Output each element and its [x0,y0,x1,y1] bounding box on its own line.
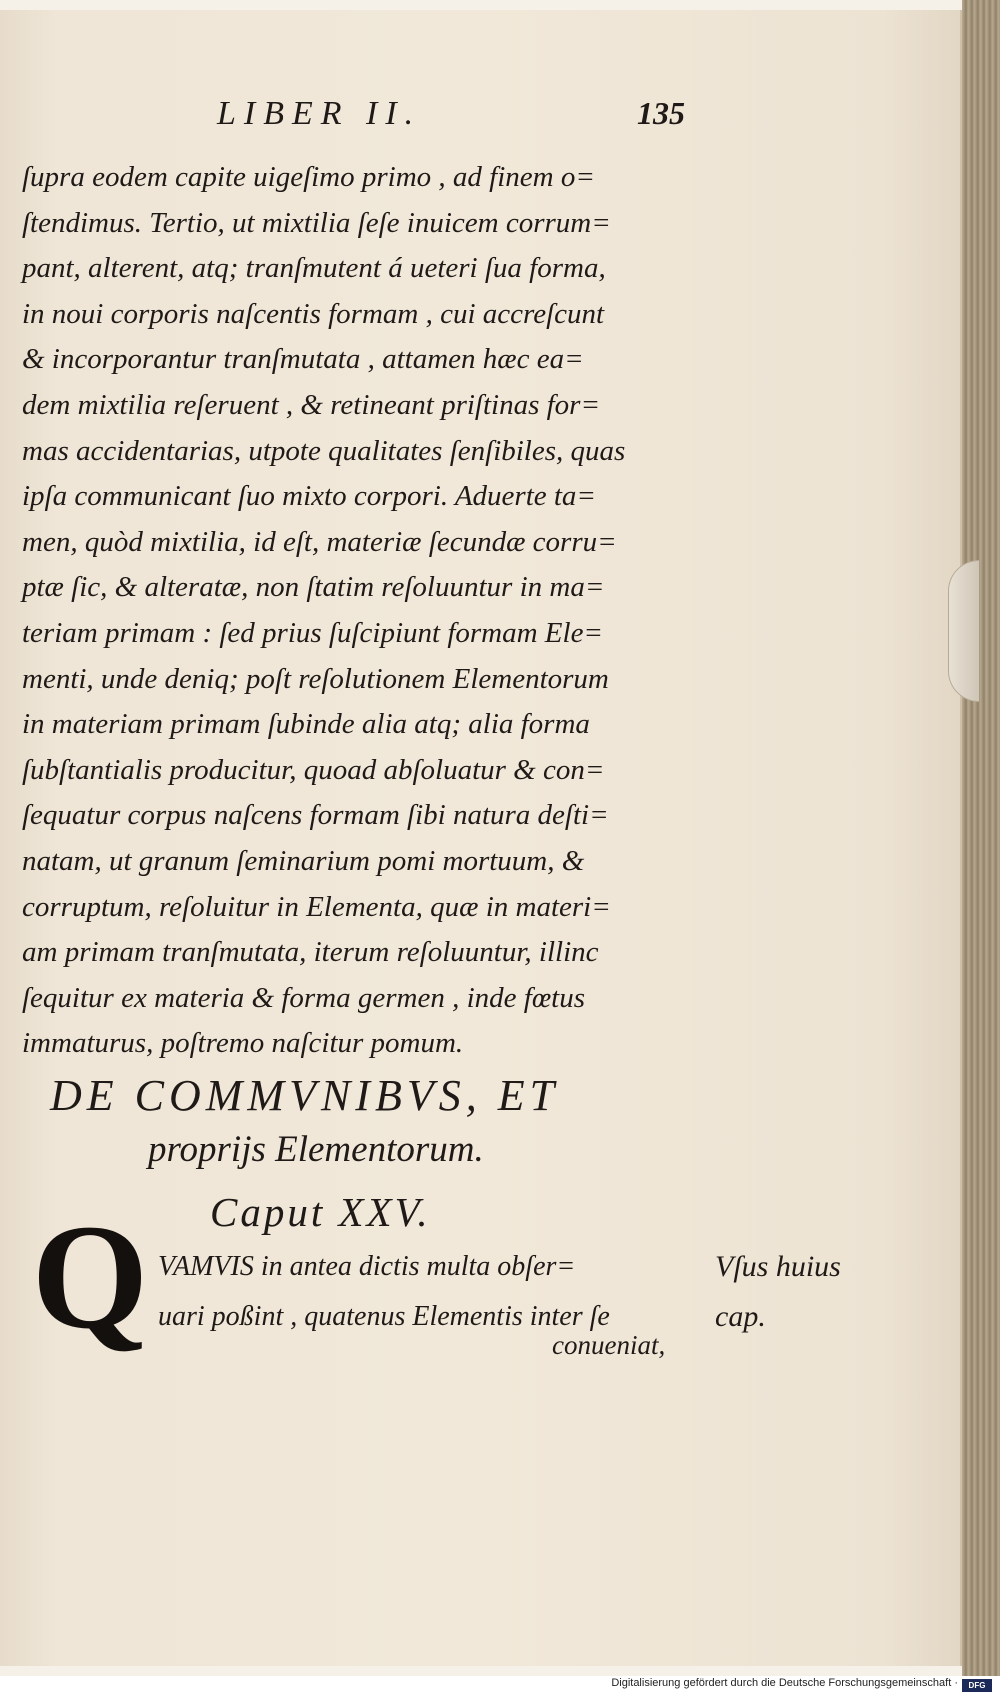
page-edges [962,0,1000,1676]
body-line: & incorporantur tranſmutata , attamen hæc ea= [22,343,584,376]
page-number: 135 [637,95,685,131]
body-line: am primam tranſmutata, iterum reſoluuntur, illinc [22,936,599,969]
body-line: immaturus, poſtremo naſcitur pomum. [22,1027,464,1060]
body-line: ſtendimus. Tertio, ut mixtilia ſeſe inuicem corrum= [22,206,611,239]
opening-text [158,1242,698,1342]
body-text [22,155,692,1067]
body-line: ipſa communicant ſuo mixto corpori. Aduerte ta= [22,480,596,513]
body-line: ſequitur ex materia & forma germen , inde fœtus [22,981,586,1014]
heading-subtitle: proprijs Elementorum. [148,1129,484,1170]
body-line: men, quòd mixtilia, id eſt, materiæ ſecundæ corru= [22,525,617,558]
chapter-heading [50,1070,690,1174]
page-clip [948,560,979,702]
margin-note-line: cap. [715,1300,766,1333]
body-line: in noui corporis naſcentis formam , cui accreſcunt [22,297,605,330]
funding-credit: Digitalisierung gefördert durch die Deutsche Forschungsgemeinschaft · [611,1677,958,1689]
margin-note [715,1242,841,1342]
body-line: ptæ ſic, & alteratæ, non ſtatim reſoluuntur in ma= [22,571,605,604]
catchword: conueniat, [552,1330,666,1360]
opening-line: VAMVIS in antea dictis multa obſer= [158,1251,576,1282]
heading-title: DE COMMVNIBVS, ET [50,1071,560,1120]
opening-line: uari poßint , quatenus Elementis inter ſe [158,1301,610,1332]
running-title: LIBER II. [217,95,422,132]
body-line: natam, ut granum ſeminarium pomi mortuum, & [22,844,585,877]
body-line: corruptum, reſoluitur in Elementa, quæ in materi= [22,890,611,923]
body-line: dem mixtilia reſeruent , & retineant priſtinas for= [22,388,601,421]
body-line: ſupra eodem capite uigeſimo primo , ad finem o= [22,161,595,193]
body-line: in materiam primam ſubinde alia atq; alia forma [22,708,590,741]
dropcap-initial: Q [31,1194,149,1360]
body-line: mas accidentarias, utpote qualitates ſenſibiles, quas [22,434,626,467]
dfg-logo: DFG [962,1679,992,1692]
chapter-number: Caput XXV. [210,1189,431,1235]
body-line: ſequatur corpus naſcens formam ſibi natura deſti= [22,799,609,832]
margin-note-line: Vſus huius [715,1250,841,1283]
body-line: pant, alterent, atq; tranſmutent á ueteri ſua forma, [22,252,606,285]
body-line: teriam primam : ſed prius ſuſcipiunt formam Ele= [22,616,604,649]
body-line: ſubſtantialis producitur, quoad abſoluatur & con= [22,753,605,786]
body-line: menti, unde deniq; poſt reſolutionem Elementorum [22,662,609,695]
page-header [205,95,685,139]
